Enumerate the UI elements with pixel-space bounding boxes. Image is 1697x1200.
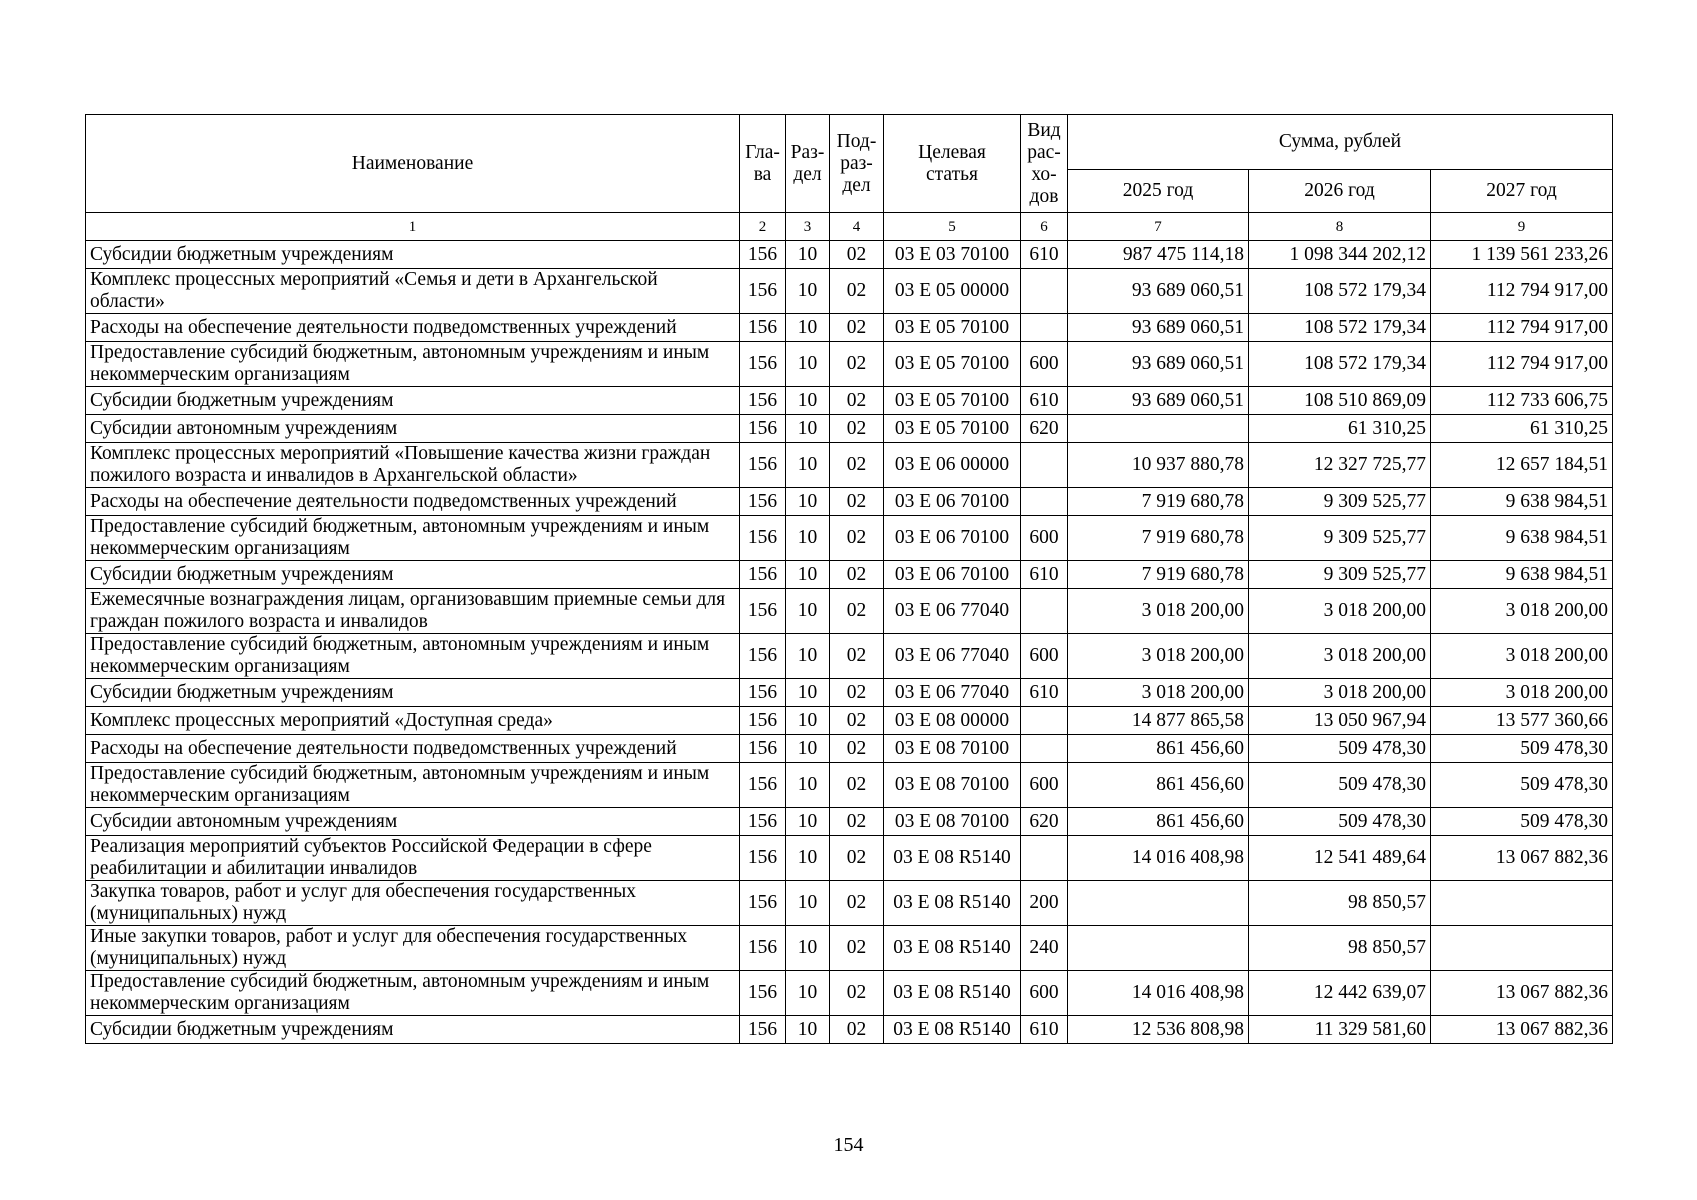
row-sum-2025: 3 018 200,00 [1068, 589, 1249, 634]
row-podrazdel: 02 [830, 763, 884, 808]
row-target-article: 03 Е 05 00000 [884, 269, 1021, 314]
row-expense-type: 600 [1021, 971, 1068, 1016]
row-glava: 156 [740, 443, 786, 488]
row-podrazdel: 02 [830, 808, 884, 836]
column-number-row [86, 213, 1613, 241]
row-expense-type [1021, 589, 1068, 634]
row-razdel: 10 [786, 561, 830, 589]
row-sum-2025: 93 689 060,51 [1068, 314, 1249, 342]
header-name: Наименование [86, 115, 740, 213]
row-podrazdel: 02 [830, 926, 884, 971]
row-razdel: 10 [786, 679, 830, 707]
row-target-article: 03 Е 08 R5140 [884, 836, 1021, 881]
row-expense-type: 620 [1021, 808, 1068, 836]
table-row [86, 808, 1613, 836]
row-expense-type: 200 [1021, 881, 1068, 926]
table-row [86, 707, 1613, 735]
row-expense-type: 610 [1021, 561, 1068, 589]
table-row [86, 516, 1613, 561]
row-expense-type [1021, 488, 1068, 516]
row-sum-2027: 1 139 561 233,26 [1431, 241, 1613, 269]
column-number: 9 [1431, 213, 1613, 241]
row-razdel: 10 [786, 881, 830, 926]
row-name: Предоставление субсидий бюджетным, автономным учреждениям и иным некоммерческим организациям [86, 763, 740, 808]
row-glava: 156 [740, 634, 786, 679]
row-target-article: 03 Е 05 70100 [884, 387, 1021, 415]
row-sum-2025: 861 456,60 [1068, 763, 1249, 808]
table-row [86, 241, 1613, 269]
header-year-2027: 2027 год [1431, 170, 1613, 213]
row-podrazdel: 02 [830, 516, 884, 561]
row-target-article: 03 Е 06 70100 [884, 516, 1021, 561]
row-glava: 156 [740, 314, 786, 342]
row-sum-2025: 14 877 865,58 [1068, 707, 1249, 735]
row-sum-2026: 13 050 967,94 [1249, 707, 1431, 735]
row-podrazdel: 02 [830, 488, 884, 516]
row-razdel: 10 [786, 443, 830, 488]
row-sum-2026: 108 572 179,34 [1249, 269, 1431, 314]
row-razdel: 10 [786, 763, 830, 808]
row-sum-2027: 3 018 200,00 [1431, 679, 1613, 707]
table-row [86, 488, 1613, 516]
row-expense-type [1021, 269, 1068, 314]
row-name: Комплекс процессных мероприятий «Семья и дети в Архангельской области» [86, 269, 740, 314]
column-number: 5 [884, 213, 1021, 241]
row-sum-2027: 112 794 917,00 [1431, 269, 1613, 314]
row-name: Субсидии автономным учреждениям [86, 415, 740, 443]
row-name: Комплекс процессных мероприятий «Доступная среда» [86, 707, 740, 735]
row-expense-type [1021, 836, 1068, 881]
row-sum-2025: 7 919 680,78 [1068, 488, 1249, 516]
row-podrazdel: 02 [830, 735, 884, 763]
column-number: 2 [740, 213, 786, 241]
row-razdel: 10 [786, 269, 830, 314]
row-sum-2026: 11 329 581,60 [1249, 1016, 1431, 1044]
row-podrazdel: 02 [830, 269, 884, 314]
row-glava: 156 [740, 269, 786, 314]
row-podrazdel: 02 [830, 836, 884, 881]
row-sum-2026: 9 309 525,77 [1249, 516, 1431, 561]
row-sum-2027: 509 478,30 [1431, 763, 1613, 808]
row-sum-2025: 861 456,60 [1068, 735, 1249, 763]
table-row [86, 443, 1613, 488]
table-row [86, 1016, 1613, 1044]
row-razdel: 10 [786, 836, 830, 881]
table-row [86, 926, 1613, 971]
row-glava: 156 [740, 387, 786, 415]
row-sum-2026: 108 572 179,34 [1249, 314, 1431, 342]
header-podrazdel: Под- раз- дел [830, 115, 884, 213]
row-podrazdel: 02 [830, 415, 884, 443]
row-target-article: 03 Е 06 70100 [884, 561, 1021, 589]
row-name: Ежемесячные вознаграждения лицам, организовавшим приемные семьи для граждан пожилого возраста и инвалидов [86, 589, 740, 634]
row-expense-type: 600 [1021, 516, 1068, 561]
row-name: Субсидии бюджетным учреждениям [86, 241, 740, 269]
row-razdel: 10 [786, 926, 830, 971]
row-sum-2027: 112 733 606,75 [1431, 387, 1613, 415]
row-name: Комплекс процессных мероприятий «Повышение качества жизни граждан пожилого возраста и инвалидов в Архангельской области» [86, 443, 740, 488]
row-glava: 156 [740, 836, 786, 881]
row-glava: 156 [740, 881, 786, 926]
row-sum-2027: 112 794 917,00 [1431, 342, 1613, 387]
row-sum-2026: 3 018 200,00 [1249, 679, 1431, 707]
row-target-article: 03 Е 06 77040 [884, 634, 1021, 679]
row-razdel: 10 [786, 634, 830, 679]
table-row [86, 881, 1613, 926]
row-name: Предоставление субсидий бюджетным, автономным учреждениям и иным некоммерческим организациям [86, 634, 740, 679]
row-sum-2026: 3 018 200,00 [1249, 589, 1431, 634]
row-razdel: 10 [786, 314, 830, 342]
row-razdel: 10 [786, 589, 830, 634]
header-year-2026: 2026 год [1249, 170, 1431, 213]
row-sum-2026: 98 850,57 [1249, 881, 1431, 926]
row-sum-2026: 1 098 344 202,12 [1249, 241, 1431, 269]
row-name: Расходы на обеспечение деятельности подведомственных учреждений [86, 735, 740, 763]
header-vid: Вид рас- хо- дов [1021, 115, 1068, 213]
row-podrazdel: 02 [830, 679, 884, 707]
row-sum-2027: 13 067 882,36 [1431, 836, 1613, 881]
header-razdel: Раз- дел [786, 115, 830, 213]
row-glava: 156 [740, 679, 786, 707]
row-glava: 156 [740, 763, 786, 808]
row-sum-2026: 509 478,30 [1249, 808, 1431, 836]
row-target-article: 03 Е 05 70100 [884, 314, 1021, 342]
row-name: Расходы на обеспечение деятельности подведомственных учреждений [86, 314, 740, 342]
row-expense-type: 240 [1021, 926, 1068, 971]
row-name: Субсидии бюджетным учреждениям [86, 1016, 740, 1044]
header-year-2025: 2025 год [1068, 170, 1249, 213]
row-sum-2025: 861 456,60 [1068, 808, 1249, 836]
row-target-article: 03 Е 08 R5140 [884, 971, 1021, 1016]
row-glava: 156 [740, 971, 786, 1016]
row-expense-type [1021, 735, 1068, 763]
row-expense-type: 600 [1021, 342, 1068, 387]
row-name: Субсидии автономным учреждениям [86, 808, 740, 836]
row-target-article: 03 Е 08 70100 [884, 808, 1021, 836]
table-row [86, 415, 1613, 443]
row-target-article: 03 Е 08 R5140 [884, 926, 1021, 971]
row-expense-type: 620 [1021, 415, 1068, 443]
row-sum-2025 [1068, 881, 1249, 926]
row-glava: 156 [740, 735, 786, 763]
row-expense-type: 610 [1021, 241, 1068, 269]
header-summa: Сумма, рублей [1068, 115, 1613, 170]
page-number: 154 [833, 1134, 864, 1156]
column-number: 3 [786, 213, 830, 241]
table-row [86, 314, 1613, 342]
row-sum-2027: 509 478,30 [1431, 808, 1613, 836]
row-glava: 156 [740, 707, 786, 735]
row-sum-2025: 14 016 408,98 [1068, 971, 1249, 1016]
row-sum-2026: 9 309 525,77 [1249, 488, 1431, 516]
row-sum-2027: 112 794 917,00 [1431, 314, 1613, 342]
row-razdel: 10 [786, 1016, 830, 1044]
row-expense-type [1021, 707, 1068, 735]
row-expense-type: 600 [1021, 634, 1068, 679]
row-sum-2025 [1068, 926, 1249, 971]
table-row [86, 735, 1613, 763]
row-target-article: 03 Е 06 77040 [884, 679, 1021, 707]
row-sum-2027: 9 638 984,51 [1431, 516, 1613, 561]
row-razdel: 10 [786, 516, 830, 561]
row-target-article: 03 Е 08 70100 [884, 763, 1021, 808]
row-expense-type: 610 [1021, 387, 1068, 415]
row-name: Предоставление субсидий бюджетным, автономным учреждениям и иным некоммерческим организациям [86, 342, 740, 387]
row-sum-2026: 108 510 869,09 [1249, 387, 1431, 415]
table-row [86, 589, 1613, 634]
row-podrazdel: 02 [830, 241, 884, 269]
row-sum-2027: 12 657 184,51 [1431, 443, 1613, 488]
row-sum-2027: 61 310,25 [1431, 415, 1613, 443]
row-sum-2025: 12 536 808,98 [1068, 1016, 1249, 1044]
row-razdel: 10 [786, 808, 830, 836]
row-sum-2026: 12 442 639,07 [1249, 971, 1431, 1016]
row-sum-2025: 3 018 200,00 [1068, 679, 1249, 707]
row-podrazdel: 02 [830, 589, 884, 634]
row-sum-2025: 10 937 880,78 [1068, 443, 1249, 488]
row-podrazdel: 02 [830, 707, 884, 735]
row-sum-2025 [1068, 415, 1249, 443]
header-glava: Гла- ва [740, 115, 786, 213]
table-row [86, 634, 1613, 679]
row-glava: 156 [740, 488, 786, 516]
row-sum-2025: 93 689 060,51 [1068, 342, 1249, 387]
row-name: Расходы на обеспечение деятельности подведомственных учреждений [86, 488, 740, 516]
row-razdel: 10 [786, 387, 830, 415]
table-row [86, 836, 1613, 881]
table-row [86, 561, 1613, 589]
table-row [86, 763, 1613, 808]
row-sum-2027: 13 577 360,66 [1431, 707, 1613, 735]
row-target-article: 03 Е 08 00000 [884, 707, 1021, 735]
column-number: 1 [86, 213, 740, 241]
row-target-article: 03 Е 03 70100 [884, 241, 1021, 269]
row-sum-2026: 9 309 525,77 [1249, 561, 1431, 589]
row-sum-2025: 7 919 680,78 [1068, 516, 1249, 561]
table-row [86, 387, 1613, 415]
row-razdel: 10 [786, 342, 830, 387]
row-sum-2025: 14 016 408,98 [1068, 836, 1249, 881]
row-glava: 156 [740, 415, 786, 443]
row-name: Реализация мероприятий субъектов Российской Федерации в сфере реабилитации и абилитации инвалидов [86, 836, 740, 881]
row-podrazdel: 02 [830, 443, 884, 488]
row-expense-type: 610 [1021, 1016, 1068, 1044]
row-name: Субсидии бюджетным учреждениям [86, 561, 740, 589]
column-number: 8 [1249, 213, 1431, 241]
row-podrazdel: 02 [830, 1016, 884, 1044]
row-glava: 156 [740, 808, 786, 836]
row-podrazdel: 02 [830, 387, 884, 415]
row-glava: 156 [740, 926, 786, 971]
row-glava: 156 [740, 561, 786, 589]
row-podrazdel: 02 [830, 342, 884, 387]
row-sum-2026: 12 541 489,64 [1249, 836, 1431, 881]
row-expense-type: 610 [1021, 679, 1068, 707]
row-name: Иные закупки товаров, работ и услуг для обеспечения государственных (муниципальных) нужд [86, 926, 740, 971]
row-sum-2025: 3 018 200,00 [1068, 634, 1249, 679]
row-sum-2027: 13 067 882,36 [1431, 971, 1613, 1016]
row-sum-2027 [1431, 881, 1613, 926]
row-razdel: 10 [786, 241, 830, 269]
table-row [86, 269, 1613, 314]
row-glava: 156 [740, 342, 786, 387]
row-glava: 156 [740, 516, 786, 561]
row-expense-type [1021, 443, 1068, 488]
row-podrazdel: 02 [830, 881, 884, 926]
row-target-article: 03 Е 06 00000 [884, 443, 1021, 488]
row-podrazdel: 02 [830, 971, 884, 1016]
row-sum-2027: 509 478,30 [1431, 735, 1613, 763]
row-sum-2026: 3 018 200,00 [1249, 634, 1431, 679]
row-sum-2027: 3 018 200,00 [1431, 634, 1613, 679]
table-row [86, 971, 1613, 1016]
row-sum-2027 [1431, 926, 1613, 971]
row-sum-2026: 61 310,25 [1249, 415, 1431, 443]
budget-table [85, 114, 1613, 1044]
row-target-article: 03 Е 08 70100 [884, 735, 1021, 763]
row-name: Закупка товаров, работ и услуг для обеспечения государственных (муниципальных) нужд [86, 881, 740, 926]
row-target-article: 03 Е 08 R5140 [884, 881, 1021, 926]
row-glava: 156 [740, 589, 786, 634]
row-podrazdel: 02 [830, 634, 884, 679]
table-row [86, 342, 1613, 387]
row-name: Предоставление субсидий бюджетным, автономным учреждениям и иным некоммерческим организациям [86, 971, 740, 1016]
row-name: Субсидии бюджетным учреждениям [86, 387, 740, 415]
column-number: 7 [1068, 213, 1249, 241]
row-razdel: 10 [786, 488, 830, 516]
row-glava: 156 [740, 1016, 786, 1044]
row-sum-2026: 108 572 179,34 [1249, 342, 1431, 387]
table-body [86, 213, 1613, 1044]
row-sum-2027: 3 018 200,00 [1431, 589, 1613, 634]
row-razdel: 10 [786, 415, 830, 443]
row-sum-2026: 509 478,30 [1249, 735, 1431, 763]
row-name: Предоставление субсидий бюджетным, автономным учреждениям и иным некоммерческим организациям [86, 516, 740, 561]
row-podrazdel: 02 [830, 561, 884, 589]
row-name: Субсидии бюджетным учреждениям [86, 679, 740, 707]
row-expense-type [1021, 314, 1068, 342]
row-podrazdel: 02 [830, 314, 884, 342]
row-sum-2027: 9 638 984,51 [1431, 561, 1613, 589]
row-expense-type: 600 [1021, 763, 1068, 808]
row-sum-2026: 98 850,57 [1249, 926, 1431, 971]
row-target-article: 03 Е 05 70100 [884, 342, 1021, 387]
row-target-article: 03 Е 06 70100 [884, 488, 1021, 516]
row-sum-2026: 509 478,30 [1249, 763, 1431, 808]
header-celevaya: Целевая статья [884, 115, 1021, 213]
column-number: 4 [830, 213, 884, 241]
row-sum-2025: 987 475 114,18 [1068, 241, 1249, 269]
row-target-article: 03 Е 06 77040 [884, 589, 1021, 634]
table-row [86, 679, 1613, 707]
row-target-article: 03 Е 05 70100 [884, 415, 1021, 443]
row-sum-2025: 93 689 060,51 [1068, 269, 1249, 314]
column-number: 6 [1021, 213, 1068, 241]
row-sum-2027: 9 638 984,51 [1431, 488, 1613, 516]
row-razdel: 10 [786, 707, 830, 735]
row-sum-2025: 7 919 680,78 [1068, 561, 1249, 589]
row-sum-2025: 93 689 060,51 [1068, 387, 1249, 415]
row-glava: 156 [740, 241, 786, 269]
row-sum-2026: 12 327 725,77 [1249, 443, 1431, 488]
row-razdel: 10 [786, 735, 830, 763]
row-razdel: 10 [786, 971, 830, 1016]
row-target-article: 03 Е 08 R5140 [884, 1016, 1021, 1044]
row-sum-2027: 13 067 882,36 [1431, 1016, 1613, 1044]
